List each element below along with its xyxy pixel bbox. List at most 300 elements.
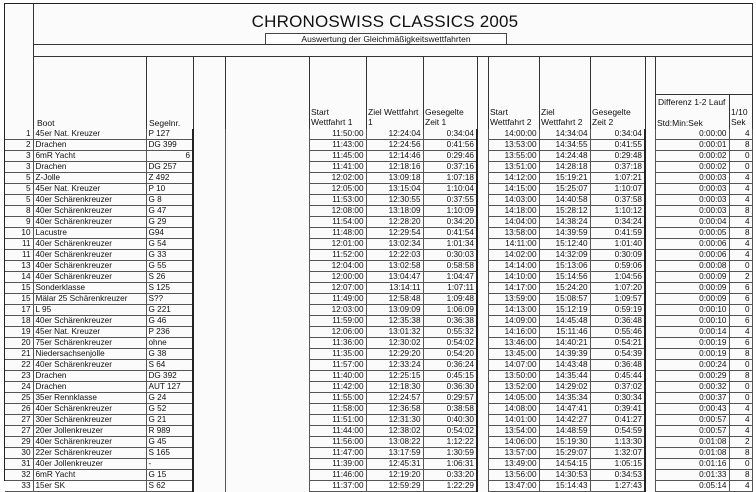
diff-tenth-cell: 4 [729,129,752,140]
finish-2-cell: 15:14:43 [539,481,590,492]
table-row [5,393,752,404]
start-2-cell: 14:10:00 [488,272,539,283]
spacer-cell [193,382,225,393]
finish-2-cell: 15:29:07 [539,448,590,459]
start-2-cell: 14:13:00 [488,305,539,316]
spacer-cell [645,448,655,459]
table-row [5,437,752,448]
table-row [5,305,752,316]
spacer-cell [193,228,225,239]
sail-number-cell: S 125 [146,283,193,294]
spacer-cell [477,305,488,316]
finish-2-cell: 15:19:30 [539,437,590,448]
spacer-cell [193,184,225,195]
time-1-cell: 0:40:30 [423,415,477,426]
table-row [5,316,752,327]
boat-cell: 40er Schärenkreuzer [33,316,146,327]
start-2-cell: 13:58:00 [488,228,539,239]
diff-time-cell: 0:00:19 [655,349,729,360]
finish-2-cell: 14:30:53 [539,470,590,481]
diff-tenth-cell: 0 [729,261,752,272]
spacer-cell [193,327,225,338]
spacer-cell [193,448,225,459]
time-1-cell: 0:55:32 [423,327,477,338]
finish-2-cell: 14:42:27 [539,415,590,426]
diff-tenth-cell: 4 [729,184,752,195]
finish-1-cell: 12:58:48 [366,294,423,305]
spacer-cell [645,426,655,437]
table-row [5,272,752,283]
diff-time-cell: 0:00:01 [655,140,729,151]
col-rule [225,56,226,129]
sail-number-cell: 6 [146,151,193,162]
time-2-cell: 0:59:19 [590,305,645,316]
diff-time-cell: 0:01:08 [655,437,729,448]
diff-tenth-cell: 4 [729,426,752,437]
diff-time-cell: 0:01:08 [655,448,729,459]
table-row [5,426,752,437]
rank-cell: 1 [5,129,33,140]
spacer-cell [225,415,309,426]
finish-2-cell: 15:11:46 [539,327,590,338]
spacer-cell [225,261,309,272]
col-rule [590,56,591,129]
start-1-cell: 12:04:00 [309,261,366,272]
spacer-cell [193,140,225,151]
finish-2-cell: 15:28:12 [539,206,590,217]
spacer-cell [645,371,655,382]
spacer-cell [193,338,225,349]
finish-1-cell: 12:29:20 [366,349,423,360]
table-row [5,261,752,272]
time-1-cell: 0:37:55 [423,195,477,206]
finish-1-cell: 12:35:38 [366,316,423,327]
table-row [5,184,752,195]
spacer-cell [193,305,225,316]
table-row [5,228,752,239]
spacer-cell [193,371,225,382]
time-1-cell: 1:09:48 [423,294,477,305]
boat-cell: 75er Schärenkreuzer [33,338,146,349]
start-2-cell: 13:53:00 [488,140,539,151]
finish-1-cell: 13:02:58 [366,261,423,272]
finish-1-cell: 13:01:32 [366,327,423,338]
rank-cell: 5 [5,173,33,184]
diff-time-cell: 0:00:05 [655,228,729,239]
sail-number-cell: G 8 [146,195,193,206]
diff-tenth-cell: 8 [729,228,752,239]
finish-1-cell: 13:18:09 [366,206,423,217]
start-2-cell: 13:56:00 [488,470,539,481]
spacer-cell [645,393,655,404]
diff-tenth-cell: 8 [729,470,752,481]
col-rule [423,56,424,129]
diff-tenth-cell: 8 [729,206,752,217]
diff-time-cell: 0:00:03 [655,184,729,195]
start-1-cell: 12:03:00 [309,305,366,316]
sail-number-cell: G 46 [146,316,193,327]
start-2-cell: 14:11:00 [488,239,539,250]
finish-1-cell: 12:36:58 [366,404,423,415]
time-1-cell: 0:33:20 [423,470,477,481]
table-row [5,371,752,382]
boat-cell: 40er Schärenkreuzer [33,217,146,228]
diff-tenth-cell: 8 [729,349,752,360]
rank-cell: 3 [5,151,33,162]
time-1-cell: 0:29:46 [423,151,477,162]
sail-number-cell: S 62 [146,481,193,492]
time-2-cell: 0:29:48 [590,151,645,162]
spacer-cell [645,327,655,338]
finish-2-cell: 14:43:48 [539,360,590,371]
diff-time-cell: 0:00:09 [655,272,729,283]
spacer-cell [193,437,225,448]
diff-time-cell: 0:00:37 [655,393,729,404]
spacer-cell [193,206,225,217]
spacer-cell [225,195,309,206]
finish-2-cell: 14:28:18 [539,162,590,173]
spacer-cell [193,415,225,426]
finish-2-cell: 15:12:19 [539,305,590,316]
time-1-cell: 0:36:30 [423,382,477,393]
start-1-cell: 11:42:00 [309,382,366,393]
col-rule [488,56,489,129]
spacer-cell [477,437,488,448]
diff-time-cell: 0:00:04 [655,217,729,228]
start-2-cell: 13:46:00 [488,338,539,349]
boat-cell: 6mR Yacht [33,151,146,162]
col-rule [146,56,147,129]
sail-number-cell: DG 257 [146,162,193,173]
spacer-cell [645,272,655,283]
col-rule [645,56,646,129]
sail-number-cell: DG 399 [146,140,193,151]
spacer-cell [225,371,309,382]
diff-tenth-cell: 0 [729,162,752,173]
start-1-cell: 11:49:00 [309,294,366,305]
finish-1-cell: 13:08:22 [366,437,423,448]
finish-2-cell: 14:45:48 [539,316,590,327]
time-2-cell: 1:07:21 [590,173,645,184]
time-1-cell: 1:07:18 [423,173,477,184]
diff-time-cell: 0:01:16 [655,459,729,470]
boat-cell: 40er Schärenkreuzer [33,437,146,448]
rank-cell: 25 [5,393,33,404]
header-boot: Boot [37,118,55,128]
finish-2-cell: 14:39:59 [539,228,590,239]
spacer-cell [225,437,309,448]
start-1-cell: 11:36:00 [309,338,366,349]
spacer-cell [225,217,309,228]
spacer-cell [645,404,655,415]
boat-cell: 40er Schärenkreuzer [33,261,146,272]
finish-1-cell: 12:38:02 [366,426,423,437]
rank-cell: 14 [5,272,33,283]
time-2-cell: 0:41:59 [590,228,645,239]
finish-1-cell: 13:15:04 [366,184,423,195]
time-2-cell: 0:41:27 [590,415,645,426]
diff-tenth-cell: 4 [729,195,752,206]
rank-cell: 19 [5,327,33,338]
start-2-cell: 13:49:00 [488,459,539,470]
col-rule [309,56,310,129]
diff-tenth-cell: 0 [729,393,752,404]
finish-2-cell: 15:08:57 [539,294,590,305]
time-2-cell: 0:54:39 [590,349,645,360]
finish-1-cell: 12:18:16 [366,162,423,173]
header-ziel1: Ziel Wettfahrt 1 [368,107,419,127]
boat-cell: 45er Nat. Kreuzer [33,129,146,140]
finish-1-cell: 12:24:04 [366,129,423,140]
time-1-cell: 0:38:58 [423,404,477,415]
start-2-cell: 13:59:00 [488,294,539,305]
diff-tenth-cell: 2 [729,272,752,283]
table-row [5,217,752,228]
time-2-cell: 0:45:44 [590,371,645,382]
table-row [5,382,752,393]
time-2-cell: 0:54:59 [590,426,645,437]
spacer-cell [645,360,655,371]
spreadsheet-sheet [4,3,753,491]
diff-tenth-cell: 8 [729,448,752,459]
finish-1-cell: 12:28:20 [366,217,423,228]
sail-number-cell: Z 492 [146,173,193,184]
rank-cell: 20 [5,338,33,349]
sail-number-cell: G 24 [146,393,193,404]
spacer-cell [193,393,225,404]
header-zeit1: Gesegelte Zeit 1 [425,107,464,127]
start-1-cell: 11:47:00 [309,448,366,459]
start-1-cell: 11:44:00 [309,426,366,437]
rank-cell: 24 [5,382,33,393]
sail-number-cell: G 47 [146,206,193,217]
diff-tenth-cell: 0 [729,360,752,371]
rank-cell: 33 [5,481,33,492]
spacer-cell [645,459,655,470]
time-2-cell: 1:04:56 [590,272,645,283]
sail-number-cell: G94 [146,228,193,239]
finish-1-cell: 12:18:30 [366,382,423,393]
sail-number-cell: G 21 [146,415,193,426]
time-2-cell: 0:41:55 [590,140,645,151]
col-rule [539,56,540,129]
sail-number-cell: G 15 [146,470,193,481]
time-2-cell: 0:59:06 [590,261,645,272]
finish-1-cell: 12:30:55 [366,195,423,206]
start-2-cell: 14:08:00 [488,404,539,415]
diff-tenth-cell: 6 [729,338,752,349]
spacer-cell [193,470,225,481]
time-1-cell: 0:54:20 [423,349,477,360]
spacer-cell [477,338,488,349]
start-2-cell: 14:06:00 [488,437,539,448]
spacer-cell [225,316,309,327]
spacer-cell [193,129,225,140]
sail-number-cell: ohne [146,338,193,349]
spacer-cell [477,470,488,481]
sail-number-cell: S 64 [146,360,193,371]
time-2-cell: 0:34:53 [590,470,645,481]
spacer-cell [477,206,488,217]
boat-cell: 35er Rennklasse [33,393,146,404]
start-2-cell: 14:03:00 [488,195,539,206]
spacer-cell [645,239,655,250]
diff-tenth-cell: 4 [729,481,752,492]
spacer-cell [645,316,655,327]
time-2-cell: 1:01:40 [590,239,645,250]
spacer-cell [645,283,655,294]
start-1-cell: 11:57:00 [309,360,366,371]
boat-cell: Sonderklasse [33,283,146,294]
spacer-cell [477,151,488,162]
start-1-cell: 12:00:00 [309,272,366,283]
time-2-cell: 1:10:12 [590,206,645,217]
start-1-cell: 11:52:00 [309,250,366,261]
spacer-cell [193,349,225,360]
spacer-cell [645,349,655,360]
sail-number-cell: G 55 [146,261,193,272]
finish-1-cell: 12:30:02 [366,338,423,349]
time-2-cell: 0:34:04 [590,129,645,140]
finish-2-cell: 14:34:04 [539,129,590,140]
rank-cell: 5 [5,184,33,195]
finish-2-cell: 15:14:56 [539,272,590,283]
start-1-cell: 11:53:00 [309,195,366,206]
diff-group-header: Differenz 1-2 Lauf [658,97,726,107]
boat-cell: 30er Schärenkreuzer [33,415,146,426]
spacer-cell [225,151,309,162]
start-2-cell: 14:15:00 [488,184,539,195]
finish-1-cell: 12:24:57 [366,393,423,404]
spacer-cell [225,294,309,305]
time-1-cell: 1:12:22 [423,437,477,448]
start-1-cell: 11:54:00 [309,217,366,228]
finish-2-cell: 14:54:15 [539,459,590,470]
start-1-cell: 11:43:00 [309,140,366,151]
header-start2: Start Wettfahrt 2 [490,107,532,127]
table-row [5,294,752,305]
boat-cell: L 95 [33,305,146,316]
start-2-cell: 13:55:00 [488,151,539,162]
spacer-cell [193,404,225,415]
spacer-cell [193,217,225,228]
rank-cell: 13 [5,261,33,272]
sail-number-cell: - [146,459,193,470]
spacer-cell [225,338,309,349]
time-1-cell: 0:34:04 [423,129,477,140]
diff-time-cell: 0:05:14 [655,481,729,492]
time-1-cell: 0:54:02 [423,426,477,437]
time-1-cell: 1:22:29 [423,481,477,492]
rank-cell: 5 [5,195,33,206]
spacer-cell [645,151,655,162]
start-1-cell: 12:08:00 [309,206,366,217]
spacer-cell [477,393,488,404]
spacer-cell [477,382,488,393]
diff-time-cell: 0:00:09 [655,294,729,305]
rank-cell: 15 [5,283,33,294]
diff-time-cell: 0:00:06 [655,239,729,250]
finish-2-cell: 14:38:24 [539,217,590,228]
rank-cell: 18 [5,316,33,327]
spacer-cell [477,371,488,382]
spacer-cell [193,173,225,184]
time-2-cell: 0:54:21 [590,338,645,349]
rank-cell: 2 [5,140,33,151]
diff-tenth-cell: 4 [729,239,752,250]
spacer-cell [645,294,655,305]
spacer-cell [225,129,309,140]
start-1-cell: 11:56:00 [309,437,366,448]
start-2-cell: 14:18:00 [488,206,539,217]
rank-cell: 3 [5,162,33,173]
spacer-cell [477,459,488,470]
start-1-cell: 11:55:00 [309,393,366,404]
spacer-cell [477,228,488,239]
spacer-cell [193,250,225,261]
sail-number-cell: P 127 [146,129,193,140]
spacer-cell [193,316,225,327]
start-1-cell: 11:39:00 [309,459,366,470]
rank-cell: 11 [5,239,33,250]
spacer-cell [645,437,655,448]
spacer-cell [193,360,225,371]
finish-1-cell: 12:45:31 [366,459,423,470]
diff-time-cell: 0:00:10 [655,316,729,327]
spacer-cell [225,470,309,481]
spacer-cell [645,184,655,195]
time-1-cell: 0:41:56 [423,140,477,151]
finish-2-cell: 14:47:41 [539,404,590,415]
diff-tenth-cell: 4 [729,327,752,338]
sail-number-cell: R 989 [146,426,193,437]
time-2-cell: 0:36:48 [590,360,645,371]
table-row [5,140,752,151]
spacer-cell [193,294,225,305]
spacer-cell [193,195,225,206]
boat-cell: Niedersachsenjolle [33,349,146,360]
boat-cell: 40er Schärenkreuzer [33,250,146,261]
spacer-cell [193,162,225,173]
spacer-cell [225,393,309,404]
start-1-cell: 11:41:00 [309,162,366,173]
header-ziel2: Ziel Wettfahrt 2 [541,107,583,127]
sail-number-cell: DG 392 [146,371,193,382]
spacer-cell [193,239,225,250]
time-1-cell: 0:45:15 [423,371,477,382]
rank-cell: 29 [5,437,33,448]
sail-number-cell: S 165 [146,448,193,459]
table-row [5,360,752,371]
spacer-cell [477,173,488,184]
spacer-cell [477,239,488,250]
spacer-cell [645,195,655,206]
diff-tenth-cell: 0 [729,151,752,162]
spacer-cell [477,316,488,327]
spacer-cell [225,184,309,195]
boat-cell: Mälar 25 Schärenkreuzer [33,294,146,305]
start-2-cell: 14:17:00 [488,283,539,294]
spacer-cell [477,250,488,261]
start-2-cell: 14:02:00 [488,250,539,261]
sail-number-cell: G 221 [146,305,193,316]
finish-1-cell: 12:19:20 [366,470,423,481]
start-1-cell: 11:59:00 [309,316,366,327]
time-1-cell: 0:36:38 [423,316,477,327]
finish-1-cell: 13:09:09 [366,305,423,316]
finish-1-cell: 13:09:18 [366,173,423,184]
spacer-cell [225,426,309,437]
